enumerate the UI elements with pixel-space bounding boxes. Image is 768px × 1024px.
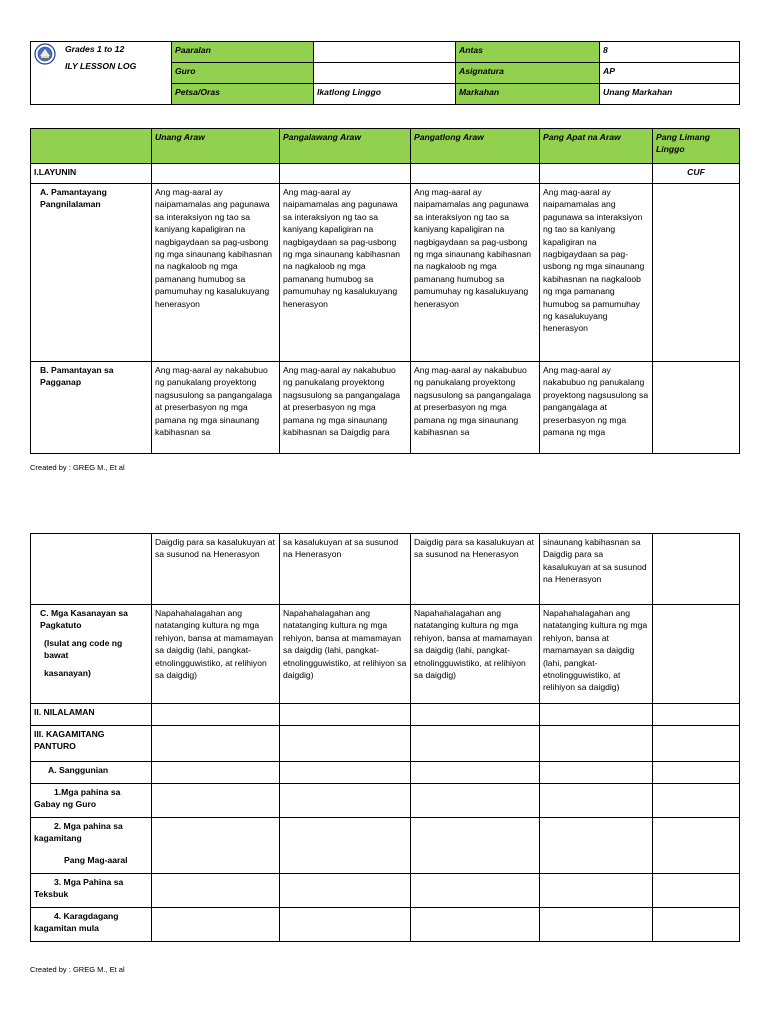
kagamitan-cell-2[interactable] [280,726,411,762]
kasanayan-label-1: C. Mga Kasanayan sa Pagkatuto [40,608,128,631]
pagganap-cell-4[interactable]: Ang mag-aaral ay nakabubuo ng panukalang proyektong nagsusulong sa pangangalaga at preserbasyon ng mga pamana ng mga [540,362,653,454]
karagdagang-label [31,908,152,942]
kagamitang-cell-2[interactable] [280,818,411,874]
pamantayang-cell-4[interactable]: Ang mag-aaral ay naipamamalas ang pagunawa sa interaksiyon ng tao sa kaniyang kapaligiran na nagbigaydaan sa pag-usbong ng mga sinaunang kabihasnan na nagkaloob ng mga pamanang humubog sa pamumuhay ng kasalukuyang henerasyon [540,184,653,362]
kagamitan-cell-1[interactable] [152,726,280,762]
kagamitang-label-2: Pang Mag-aaral [64,854,128,865]
label-asignatura: Asignatura [456,63,600,84]
kagamitan-cell-4[interactable] [540,726,653,762]
teksbuk-label-text: 3. Mga Pahina sa Teksbuk [34,877,124,900]
gabay-cell-1[interactable] [152,784,280,818]
day-5-header: Pang Limang Linggo [653,129,740,164]
days-header-row [31,129,740,164]
nilalaman-cell-1[interactable] [152,704,280,726]
pagganap-label [31,362,152,454]
footer-credit-1: Created by : GREG M., Et al [30,463,125,472]
layunin-cell-3[interactable] [411,164,540,184]
label-guro: Guro [172,63,314,84]
kagamitang-mag-aaral-row [31,818,740,874]
deped-seal-icon [34,43,56,65]
value-petsa[interactable]: Ikatlong Linggo [314,84,456,105]
layunin-label: I.LAYUNIN [31,164,152,184]
sanggunian-row [31,762,740,784]
gabay-cell-5[interactable] [653,784,740,818]
corner-cell [31,129,152,164]
karagdagang-cell-5[interactable] [653,908,740,942]
footer-credit-2: Created by : GREG M., Et al [30,965,125,974]
value-markahan[interactable]: Unang Markahan [600,84,740,105]
kagamitang-cell-5[interactable] [653,818,740,874]
kasanayan-label [31,605,152,704]
kasanayan-label-3: kasanayan) [44,667,91,678]
pagganap-cell-3[interactable]: Ang mag-aaral ay nakabubuo ng panukalang proyektong nagsusulong sa pangangalaga at preserbasyon ng mga pamana ng mga sinaunang kabihasnan sa [411,362,540,454]
pagganap-cont-cell-4[interactable]: sinaunang kabihasnan sa Daigdig para sa kasalukuyan at sa susunod na Henerasyon [540,534,653,605]
kasanayan-label-2: (Isulat ang code ng bawat [44,637,123,661]
kagamitang-cell-4[interactable] [540,818,653,874]
nilalaman-cell-5[interactable] [653,704,740,726]
pagganap-cell-1[interactable]: Ang mag-aaral ay nakabubuo ng panukalang proyektong nagsusulong sa pangangalaga at preserbasyon ng mga pamana ng mga sinaunang kabihasnan sa [152,362,280,454]
value-paaralan[interactable] [314,42,456,63]
sanggunian-cell-2[interactable] [280,762,411,784]
grades-label: Grades 1 to 12 [65,44,125,54]
pamantayang-cell-3[interactable]: Ang mag-aaral ay naipamamalas ang pagunawa sa interaksiyon ng tao sa kaniyang kapaligiran na nagbigaydaan sa pag-usbong ng mga sinaunang kabihasnan na nagkaloob ng mga pamanang humubog sa pamumuhay ng kasalukuyang henerasyon [411,184,540,362]
kasanayan-cell-2[interactable]: Napahahalagahan ang natatanging kultura ng mga rehiyon, bansa at mamamayan sa daigdig (lahi, pangkat-etnolingguwistiko, at relihiyon sa daigdig) [280,605,411,704]
kagamitang-label [31,818,152,874]
karagdagang-label-text: 4. Karagdagang kagamitan mula [34,911,119,934]
kagamitan-cell-5[interactable] [653,726,740,762]
pagganap-row [31,362,740,454]
gabay-cell-3[interactable] [411,784,540,818]
nilalaman-label: II. NILALAMAN [31,704,152,726]
layunin-row [31,164,740,184]
pamantayang-row [31,184,740,362]
day-2-header: Pangalawang Araw [280,129,411,164]
day-3-header: Pangatlong Araw [411,129,540,164]
pagganap-cont-cell-3[interactable]: Daigdig para sa kasalukuyan at sa susunod na Henerasyon [411,534,540,605]
value-antas[interactable]: 8 [600,42,740,63]
teksbuk-cell-3[interactable] [411,874,540,908]
label-paaralan: Paaralan [172,42,314,63]
karagdagang-cell-2[interactable] [280,908,411,942]
kasanayan-cell-1[interactable]: Napahahalagahan ang natatanging kultura ng mga rehiyon, bansa at mamamayan sa daigdig (lahi, pangkat-etnolingguwistiko, at relihiyon sa daigdig) [152,605,280,704]
pamantayang-cell-1[interactable]: Ang mag-aaral ay naipamamalas ang pagunawa sa interaksiyon ng tao sa kaniyang kapaligiran na nagbigaydaan sa pag-usbong ng mga sinaunang kabihasnan na nagkaloob ng mga pamanang humubog sa pamumuhay ng kasalukuyang henerasyon [152,184,280,362]
lesson-table-part2 [30,533,740,942]
layunin-cell-4[interactable] [540,164,653,184]
pamantayang-cell-5[interactable] [653,184,740,362]
kasanayan-cell-3[interactable]: Napahahalagahan ang natatanging kultura ng mga rehiyon, bansa at mamamayan sa daigdig (lahi, pangkat-etnolingguwistiko, at relihiyon sa daigdig) [411,605,540,704]
sanggunian-label-text: A. Sanggunian [48,765,109,775]
cuf-label: CUF [653,164,740,184]
kasanayan-cell-4[interactable]: Napahahalagahan ang natatanging kultura ng mga rehiyon, bansa at mamamayan sa daigdig (lahi, pangkat-etnolingguwistiko, at relihiyon sa daigdig) [540,605,653,704]
karagdagang-row [31,908,740,942]
karagdagang-cell-4[interactable] [540,908,653,942]
label-markahan: Markahan [456,84,600,105]
teksbuk-cell-2[interactable] [280,874,411,908]
pamantayang-cell-2[interactable]: Ang mag-aaral ay naipamamalas ang pagunawa sa interaksiyon ng tao sa kaniyang kapaligiran na nagbigaydaan sa pag-usbong ng mga sinaunang kabihasnan na nagkaloob ng mga pamanang humubog sa pamumuhay ng kasalukuyang henerasyon [280,184,411,362]
sanggunian-cell-5[interactable] [653,762,740,784]
gabay-row [31,784,740,818]
teksbuk-cell-5[interactable] [653,874,740,908]
pagganap-cell-2[interactable]: Ang mag-aaral ay nakabubuo ng panukalang proyektong nagsusulong sa pangangalaga at preserbasyon ng mga pamana ng mga sinaunang kabihasnan sa Daigdig para [280,362,411,454]
teksbuk-cell-4[interactable] [540,874,653,908]
kasanayan-cell-5[interactable] [653,605,740,704]
karagdagang-cell-1[interactable] [152,908,280,942]
sanggunian-cell-1[interactable] [152,762,280,784]
sanggunian-cell-3[interactable] [411,762,540,784]
gabay-cell-2[interactable] [280,784,411,818]
nilalaman-cell-2[interactable] [280,704,411,726]
kagamitang-cell-3[interactable] [411,818,540,874]
teksbuk-cell-1[interactable] [152,874,280,908]
header-table [30,41,740,105]
pagganap-cont-cell-5[interactable] [653,534,740,605]
pagganap-cont-row [31,534,740,605]
day-4-header: Pang Apat na Araw [540,129,653,164]
pamantayang-label-text: A. Pamantayang Pangnilalaman [40,187,107,210]
pagganap-cont-cell-2[interactable]: sa kasalukuyan at sa susunod na Henerasyon [280,534,411,605]
pagganap-label-text: B. Pamantayan sa Pagganap [40,365,114,388]
lesson-table-part1 [30,128,740,454]
nilalaman-row [31,704,740,726]
lesson-log-title: ILY LESSON LOG [65,61,137,71]
karagdagang-cell-3[interactable] [411,908,540,942]
kagamitan-cell-3[interactable] [411,726,540,762]
kagamitan-row [31,726,740,762]
kagamitan-label: III. KAGAMITANG PANTURO [31,726,152,762]
kagamitang-label-1: 2. Mga pahina sa kagamitang [34,821,123,844]
label-petsa: Petsa/Oras [172,84,314,105]
pagganap-cont-cell-1[interactable]: Daigdig para sa kasalukuyan at sa susunod na Henerasyon [152,534,280,605]
gabay-cell-4[interactable] [540,784,653,818]
layunin-cell-2[interactable] [280,164,411,184]
nilalaman-cell-3[interactable] [411,704,540,726]
kasanayan-row [31,605,740,704]
teksbuk-row [31,874,740,908]
gabay-label-text: 1.Mga pahina sa Gabay ng Guro [34,787,121,810]
nilalaman-cell-4[interactable] [540,704,653,726]
value-guro[interactable] [314,63,456,84]
teksbuk-label [31,874,152,908]
sanggunian-label [31,762,152,784]
sanggunian-cell-4[interactable] [540,762,653,784]
kagamitang-cell-1[interactable] [152,818,280,874]
label-antas: Antas [456,42,600,63]
gabay-label [31,784,152,818]
value-asignatura[interactable]: AP [600,63,740,84]
layunin-cell-1[interactable] [152,164,280,184]
pagganap-cell-5[interactable] [653,362,740,454]
day-1-header: Unang Araw [152,129,280,164]
pagganap-cont-label [31,534,152,605]
school-logo-cell [31,42,172,105]
pamantayang-label [31,184,152,362]
